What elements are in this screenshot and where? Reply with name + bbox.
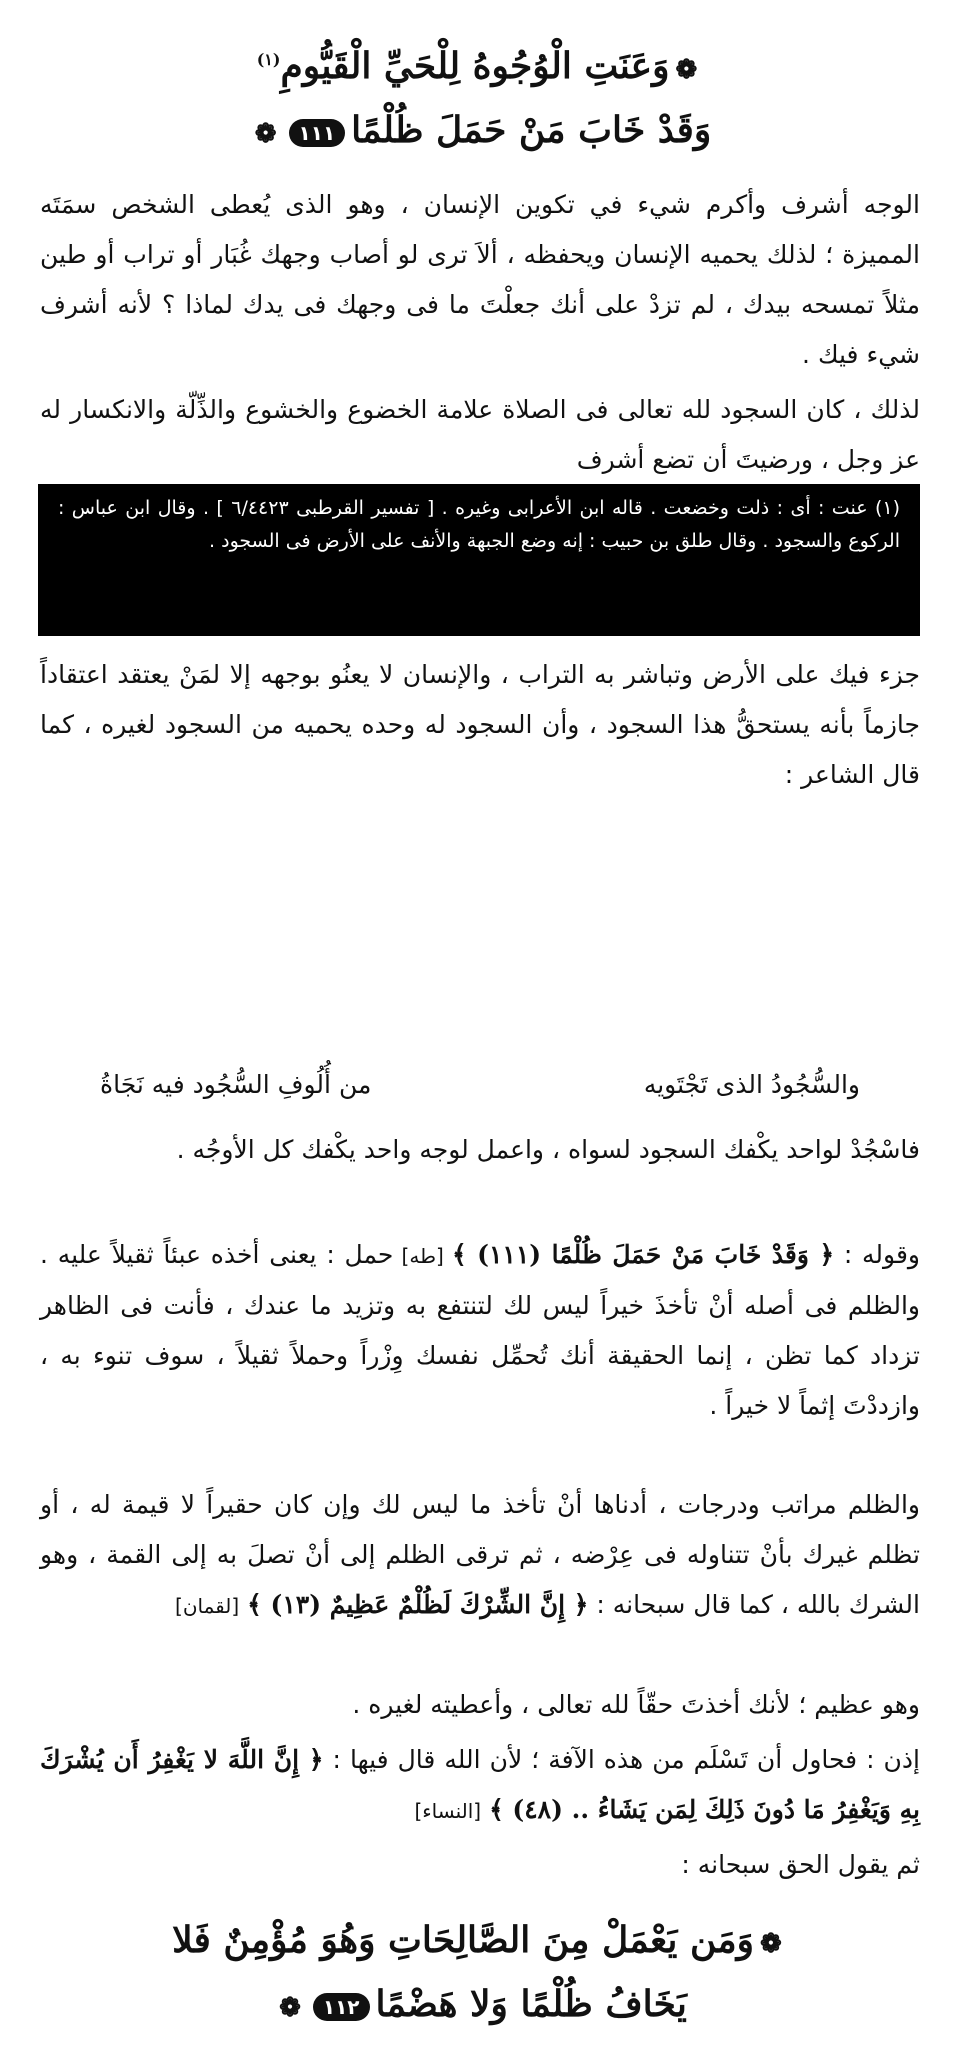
verse-text: وَقَدْ خَابَ مَنْ حَمَلَ ظُلْمًا <box>351 109 712 151</box>
paragraph: فاسْجُدْ لواحد يكْفك السجود لسواه ، واعمل لوجه واحد يكْفك كل الأوجُه . <box>176 1135 920 1164</box>
bottom-verse-line1 <box>40 1910 920 1974</box>
paragraph <box>40 1735 920 1836</box>
verse-text: وَمَن يَعْمَلْ مِنَ الصَّالِحَاتِ وَهُوَ مُؤْمِنٌ فَلا <box>172 1919 755 1961</box>
paragraph: لذلك ، كان السجود لله تعالى فى الصلاة علامة الخضوع والخشوع والذِّلّة والانكسار له عز وجل ، ورضيتَ أن تضع أشرف <box>40 395 920 474</box>
paragraph: الوجه أشرف وأكرم شيء في تكوين الإنسان ، وهو الذى يُعطى الشخص سمَتَه المميزة ؛ لذلك يحميه الإنسان ويحفظه ، ألاَ ترى لو أصاب وجهك غُبَار أو تراب أو طين مثلاً تمسحه بيدك ، لم تزدْ على أنك جعلْتَ ما فى وجهك فى يدك لماذا ؟ لأنه أشرف شيء فيك . <box>40 190 920 369</box>
top-verse-line2 <box>40 100 920 164</box>
paragraph: وهو عظيم ؛ لأنك أخذتَ حقّاً لله تعالى ، وأعطيته لغيره . <box>352 1690 920 1719</box>
surah-ref: [لقمان] <box>175 1594 240 1618</box>
surah-ref: [النساء] <box>414 1799 482 1823</box>
paragraph-text: وقوله : <box>834 1240 920 1269</box>
paragraph <box>40 1480 920 1631</box>
poem-hemistich: والسُّجُودُ الذى تَجْتَويه <box>643 1070 860 1099</box>
ornament-icon: ❁ <box>760 1929 782 1959</box>
top-verse <box>40 30 920 164</box>
ornament-icon: ❁ <box>254 119 277 149</box>
quran-quote: ﴿ وَقَدْ خَابَ مَنْ حَمَلَ ظُلْمًا (١١١) ﴾ <box>451 1240 835 1269</box>
verse-text: وَعَنَتِ الْوُجُوهُ لِلْحَيِّ الْقَيُّومِ <box>280 45 670 87</box>
bottom-verse-line2 <box>40 1974 920 2038</box>
poem-verse <box>100 1060 860 1110</box>
footnote-box: (١) عنت : أى : ذلت وخضعت . قاله ابن الأعرابى وغيره . [ تفسير القرطبى ٦/٤٤٢٣ ] . وقال ابن عباس : الركوع والسجود . وقال طلق بن حبيب : إنه وضع الجبهة والأنف على الأرض فى السجود . <box>38 484 920 636</box>
quran-quote: ﴿ إِنَّ الشِّرْكَ لَظُلْمٌ عَظِيمٌ (١٣) ﴾ <box>247 1590 589 1619</box>
bottom-verse <box>40 1910 920 2038</box>
verse-number-badge: ١١٢ <box>313 1993 370 2021</box>
paragraph-text: حمل : يعنى أخذه عبئاً ثقيلاً عليه . والظلم فى أصله أنْ تأخذَ خيراً ليس لك لتنتفع به وتزيد ما عندك ، فأنت فى الظاهر تزداد كما تظن ، إنما الحقيقة أنك تُحمِّل نفسك وِزْراً وحملاً ثقيلاً ، سوف تنوء به ، وازددْتَ إثماً لا خيراً . <box>40 1240 920 1420</box>
top-verse-line1 <box>40 30 920 100</box>
verse-number-badge: ١١١ <box>289 119 346 147</box>
verse-text: يَخَافُ ظُلْمًا وَلا هَضْمًا <box>375 1983 687 2025</box>
paragraph-text: والظلم مراتب ودرجات ، أدناها أنْ تأخذ ما ليس لك وإن كان حقيراً لا قيمة له ، أو تظلم غيرك بأنْ تتناوله فى عِرْضه ، ثم ترقى الظلم إلى أنْ تصلَ به إلى القمة ، وهو الشرك بالله ، كما قال سبحانه : <box>40 1490 920 1619</box>
footnote-mark: (١) <box>256 50 281 69</box>
ornament-icon: ❁ <box>675 55 698 85</box>
paragraph <box>40 1230 920 1431</box>
ornament-icon: ❁ <box>279 1993 301 2023</box>
paragraph-text: إذن : فحاول أن تَسْلَم من هذه الآفة ؛ لأن الله قال فيها : <box>323 1745 920 1774</box>
surah-ref: [طه] <box>393 1244 452 1268</box>
quran-quote: ﴿ إِنَّ اللَّهَ لا يَغْفِرُ أَن يُشْرَكَ بِهِ وَيَغْفِرُ مَا دُونَ ذَلِكَ لِمَن يَشَاءُ .. (٤٨) ﴾ <box>40 1745 920 1824</box>
poem-hemistich: من أُلُوفِ السُّجُود فيه نَجَاةُ <box>100 1070 372 1099</box>
paragraph: ثم يقول الحق سبحانه : <box>681 1850 920 1879</box>
paragraph: جزء فيك على الأرض وتباشر به التراب ، والإنسان لا يعنُو بوجهه إلا لمَنْ يعتقد اعتقاداً جازماً بأنه يستحقُّ هذا السجود ، وأن السجود له وحده يحميه من السجود لغيره ، كما قال الشاعر : <box>40 660 920 789</box>
